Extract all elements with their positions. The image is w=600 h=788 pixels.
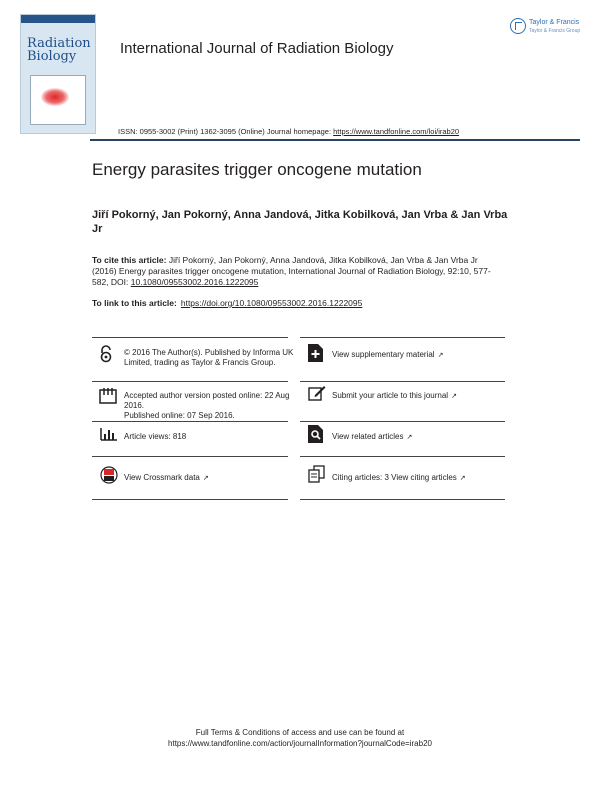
- license-text: © 2016 The Author(s). Published by Informa UK Limited, trading as Taylor & Francis Group.: [124, 348, 294, 367]
- citation-text: Jiří Pokorný, Jan Pokorný, Anna Jandová, Jitka Kobilková, Jan Vrba & Jan Vrba Jr (2016) Energy parasites trigger oncogene mutation, International Journal of Radiation Biology, 92:10, 577-582, DOI:: [92, 255, 491, 287]
- related-label: View related articles: [332, 432, 404, 441]
- divider: [300, 421, 505, 422]
- bar-chart-icon: [100, 428, 117, 441]
- edit-icon: [308, 385, 326, 401]
- crossmark-icon: [100, 466, 118, 484]
- divider: [300, 381, 505, 382]
- citing-label: Citing articles: 3 View citing articles: [332, 473, 457, 482]
- cover-title-line1: Radiation: [27, 36, 91, 51]
- cover-scatter-cloud: [41, 88, 69, 106]
- cover-top-band: [21, 15, 95, 23]
- calendar-icon: [99, 387, 117, 404]
- article-views: Article views: 818: [124, 432, 187, 441]
- date-info: [124, 391, 296, 421]
- citing-articles-icon: [308, 465, 326, 483]
- publisher-logo[interactable]: [510, 16, 588, 38]
- open-access-icon: [99, 345, 113, 363]
- footer-terms: [0, 727, 600, 749]
- document-plus-icon: [308, 344, 323, 362]
- citing-link[interactable]: [332, 473, 466, 484]
- divider: [92, 499, 288, 500]
- article-link-label: To link to this article:: [92, 298, 177, 308]
- accepted-date: Accepted author version posted online: 22 Aug 2016.: [124, 391, 290, 410]
- related-link[interactable]: [332, 432, 412, 443]
- supplementary-label: View supplementary material: [332, 350, 435, 359]
- issn-line: [118, 127, 459, 136]
- citation-block: [92, 255, 502, 288]
- cover-title: [27, 37, 91, 63]
- cover-title-line2: Biology: [27, 49, 77, 64]
- divider: [92, 421, 288, 422]
- citation-doi-link[interactable]: 10.1080/09553002.2016.1222095: [130, 277, 259, 287]
- external-link-icon: ↗: [202, 475, 209, 482]
- published-date: Published online: 07 Sep 2016.: [124, 411, 235, 420]
- divider: [92, 456, 288, 457]
- cover-plot: [30, 75, 86, 125]
- publisher-group: Taylor & Francis Group: [529, 28, 581, 34]
- header-divider: [90, 139, 580, 141]
- footer-terms-line: Full Terms & Conditions of access and use can be found at: [195, 728, 405, 737]
- publisher-name: Taylor & Francis: [529, 19, 580, 26]
- external-link-icon: ↗: [451, 393, 457, 400]
- divider: [92, 337, 288, 338]
- article-link-line: [92, 298, 362, 308]
- crossmark-label: View Crossmark data: [124, 473, 200, 482]
- article-authors: Jiří Pokorný, Jan Pokorný, Anna Jandová, Jitka Kobilková, Jan Vrba & Jan Vrba Jr: [92, 209, 508, 235]
- footer-terms-url[interactable]: https://www.tandfonline.com/action/journalInformation?journalCode=irab20: [168, 739, 432, 748]
- divider: [300, 337, 505, 338]
- crossmark-link[interactable]: [124, 473, 209, 484]
- divider: [300, 456, 505, 457]
- article-doi-url[interactable]: https://doi.org/10.1080/09553002.2016.1222095: [180, 298, 363, 308]
- supplementary-link[interactable]: [332, 350, 443, 361]
- publisher-logo-icon: [510, 18, 526, 34]
- external-link-icon: ↗: [437, 352, 444, 359]
- issn-text: ISSN: 0955-3002 (Print) 1362-3095 (Online) Journal homepage:: [118, 127, 334, 136]
- submit-label: Submit your article to this journal: [332, 391, 449, 400]
- article-title: Energy parasites trigger oncogene mutation: [92, 160, 422, 179]
- journal-title[interactable]: International Journal of Radiation Biology: [120, 40, 394, 57]
- citation-label: To cite this article:: [92, 255, 167, 265]
- divider: [92, 381, 288, 382]
- related-articles-icon: [308, 425, 323, 443]
- divider: [300, 499, 505, 500]
- submit-link[interactable]: [332, 391, 457, 402]
- journal-cover-image: [20, 14, 96, 134]
- external-link-icon: ↗: [459, 475, 466, 482]
- external-link-icon: ↗: [406, 434, 413, 441]
- journal-homepage-link[interactable]: https://www.tandfonline.com/loi/irab20: [333, 127, 460, 136]
